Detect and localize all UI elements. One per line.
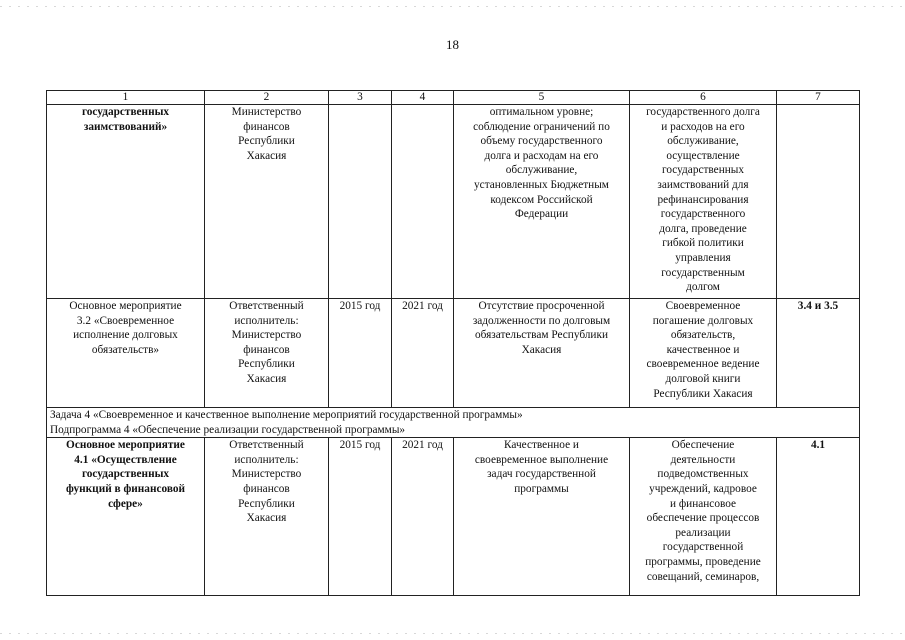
- cell-measure: государственных заимствований»: [47, 105, 205, 299]
- cell-start-year: [329, 105, 392, 299]
- cell-description: государственного долга и расходов на его обслуживание, осуществление государственных заимствований для рефинансирования государственного долга, проведение гибкой политики управления государственным долгом: [630, 105, 777, 299]
- table-row: [47, 105, 860, 299]
- cell-end-year: 2021 год: [392, 438, 454, 596]
- cell-measure: Основное мероприятие 4.1 «Осуществление государственных функций в финансовой сфере»: [47, 438, 205, 596]
- cell-end-year: 2021 год: [392, 299, 454, 408]
- cell-indicator: 4.1: [777, 438, 860, 596]
- cell-indicator: 3.4 и 3.5: [777, 299, 860, 408]
- header-col-4: 4: [392, 91, 454, 105]
- header-row: [47, 91, 860, 105]
- table-row: [47, 438, 860, 596]
- header-col-5: 5: [454, 91, 630, 105]
- header-col-2: 2: [205, 91, 329, 105]
- scan-artifact-bottom: [0, 633, 905, 634]
- cell-measure: Основное мероприятие 3.2 «Своевременное исполнение долговых обязательств»: [47, 299, 205, 408]
- cell-start-year: 2015 год: [329, 299, 392, 408]
- cell-executor: Министерство финансов Республики Хакасия: [205, 105, 329, 299]
- cell-expected-result: Качественное и своевременное выполнение задач государственной программы: [454, 438, 630, 596]
- cell-start-year: 2015 год: [329, 438, 392, 596]
- header-col-7: 7: [777, 91, 860, 105]
- cell-end-year: [392, 105, 454, 299]
- cell-description: Своевременное погашение долговых обязательств, качественное и своевременное ведение долговой книги Республики Хакасия: [630, 299, 777, 408]
- cell-indicator: [777, 105, 860, 299]
- header-col-1: 1: [47, 91, 205, 105]
- activities-table: [46, 90, 860, 596]
- header-col-6: 6: [630, 91, 777, 105]
- cell-executor: Ответственный исполнитель: Министерство финансов Республики Хакасия: [205, 438, 329, 596]
- cell-expected-result: Отсутствие просроченной задолженности по долговым обязательствам Республики Хакасия: [454, 299, 630, 408]
- scan-artifact-top: [0, 6, 905, 7]
- cell-executor: Ответственный исполнитель: Министерство финансов Республики Хакасия: [205, 299, 329, 408]
- page-number: 18: [446, 37, 459, 52]
- task-row: [47, 408, 860, 438]
- cell-description: Обеспечение деятельности подведомственных учреждений, кадровое и финансовое обеспечение процессов реализации государственной программы, проведение совещаний, семинаров,: [630, 438, 777, 596]
- table-row: [47, 299, 860, 408]
- task-subprogram-heading: Задача 4 «Своевременное и качественное выполнение мероприятий государственной программы» Подпрограмма 4 «Обеспечение реализации государственной программы»: [47, 408, 860, 438]
- cell-expected-result: оптимальном уровне; соблюдение ограничений по объему государственного долга и расходам на его обслуживание, установленных Бюджетным кодексом Российской Федерации: [454, 105, 630, 299]
- header-col-3: 3: [329, 91, 392, 105]
